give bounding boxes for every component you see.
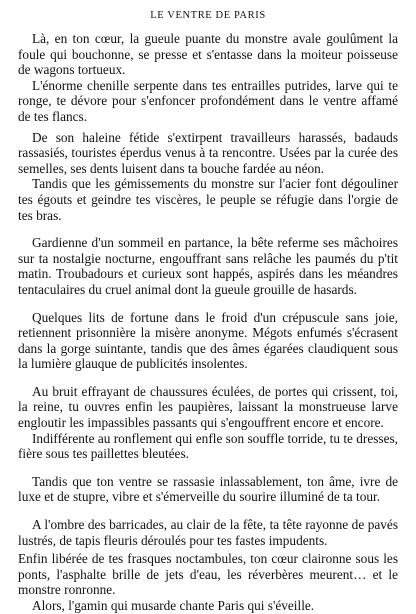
paragraph-6: Quelques lits de fortune dans le froid d'un crépuscule sans joie, retiennent prisonnière la misère anonyme. Mégots enfumés s'écrasent dans la gorge suintante, tandis que des âmes égarées claudiquent sous la lumière glauque de publicités insolentes. (18, 309, 398, 372)
document-page (18, 0, 398, 613)
paragraph-12: Alors, l'gamin qui musarde chante Paris qui s'éveille. (32, 598, 315, 613)
paragraph-2: L'énorme chenille serpente dans tes entrailles putrides, larve qui te ronge, te dévore pour s'enfoncer profondément dans le ventre affamé de tes flancs. (18, 77, 398, 124)
paragraph-10: A l'ombre des barricades, au clair de la fête, ta tête rayonne de pavés lustrés, de tapis fleuris déroulés pour tes fastes impudents. (18, 517, 398, 548)
paragraph-1: Là, en ton cœur, la gueule puante du monstre avale goulûment la foule qui bouchonne, se presse et s'entasse dans la moiteur poisseuse de wagons tortueux. (18, 31, 398, 78)
paragraph-7: Au bruit effrayant de chaussures éculées, de portes qui crissent, toi, la reine, tu ouvres enfin les paupières, laissant la monstrueuse larve engloutir les impassibles passants qui s'engouffrent encore et encore. (18, 383, 398, 431)
page-title: LE VENTRE DE PARIS (150, 10, 266, 21)
paragraph-9: Tandis que ton ventre se rassasie inlassablement, ton âme, ivre de luxe et de stupre, vibre et s'émerveille du sourire illuminé de ta tour. (18, 473, 398, 505)
paragraph-8: Indifférente au ronflement qui enfle son souffle torride, tu te dresses, fière sous tes paillettes bleutées. (18, 430, 398, 462)
paragraph-3: De son haleine fétide s'extirpent travailleurs harassés, badauds rassasiés, touristes éperdus venus à ta rencontre. Usées par la curée des semelles, ses dents luisent dans ta bouche fardée au néon. (18, 129, 398, 176)
paragraph-4: Tandis que les gémissements du monstre sur l'acier font dégouliner tes égouts et geindre tes viscères, le peuple se réfugie dans l'orgie de tes bras. (18, 176, 398, 223)
paragraph-11: Enfin libérée de tes frasques noctambules, ton cœur claironne sous les ponts, l'asphalte brille de jets d'eau, les réverbères meurent… et le monstre ronronne. (18, 551, 398, 598)
poem-body (18, 31, 398, 614)
paragraph-5: Gardienne d'un sommeil en partance, la bête referme ses mâchoires sur ta nostalgie nocturne, engouffrant sans relâche les paumés du p'tit matin. Troubadours et curieux sont happés, aspirés dans les méandres tentaculaires du cruel animal dont la gueule grouille de hasards. (18, 235, 398, 297)
